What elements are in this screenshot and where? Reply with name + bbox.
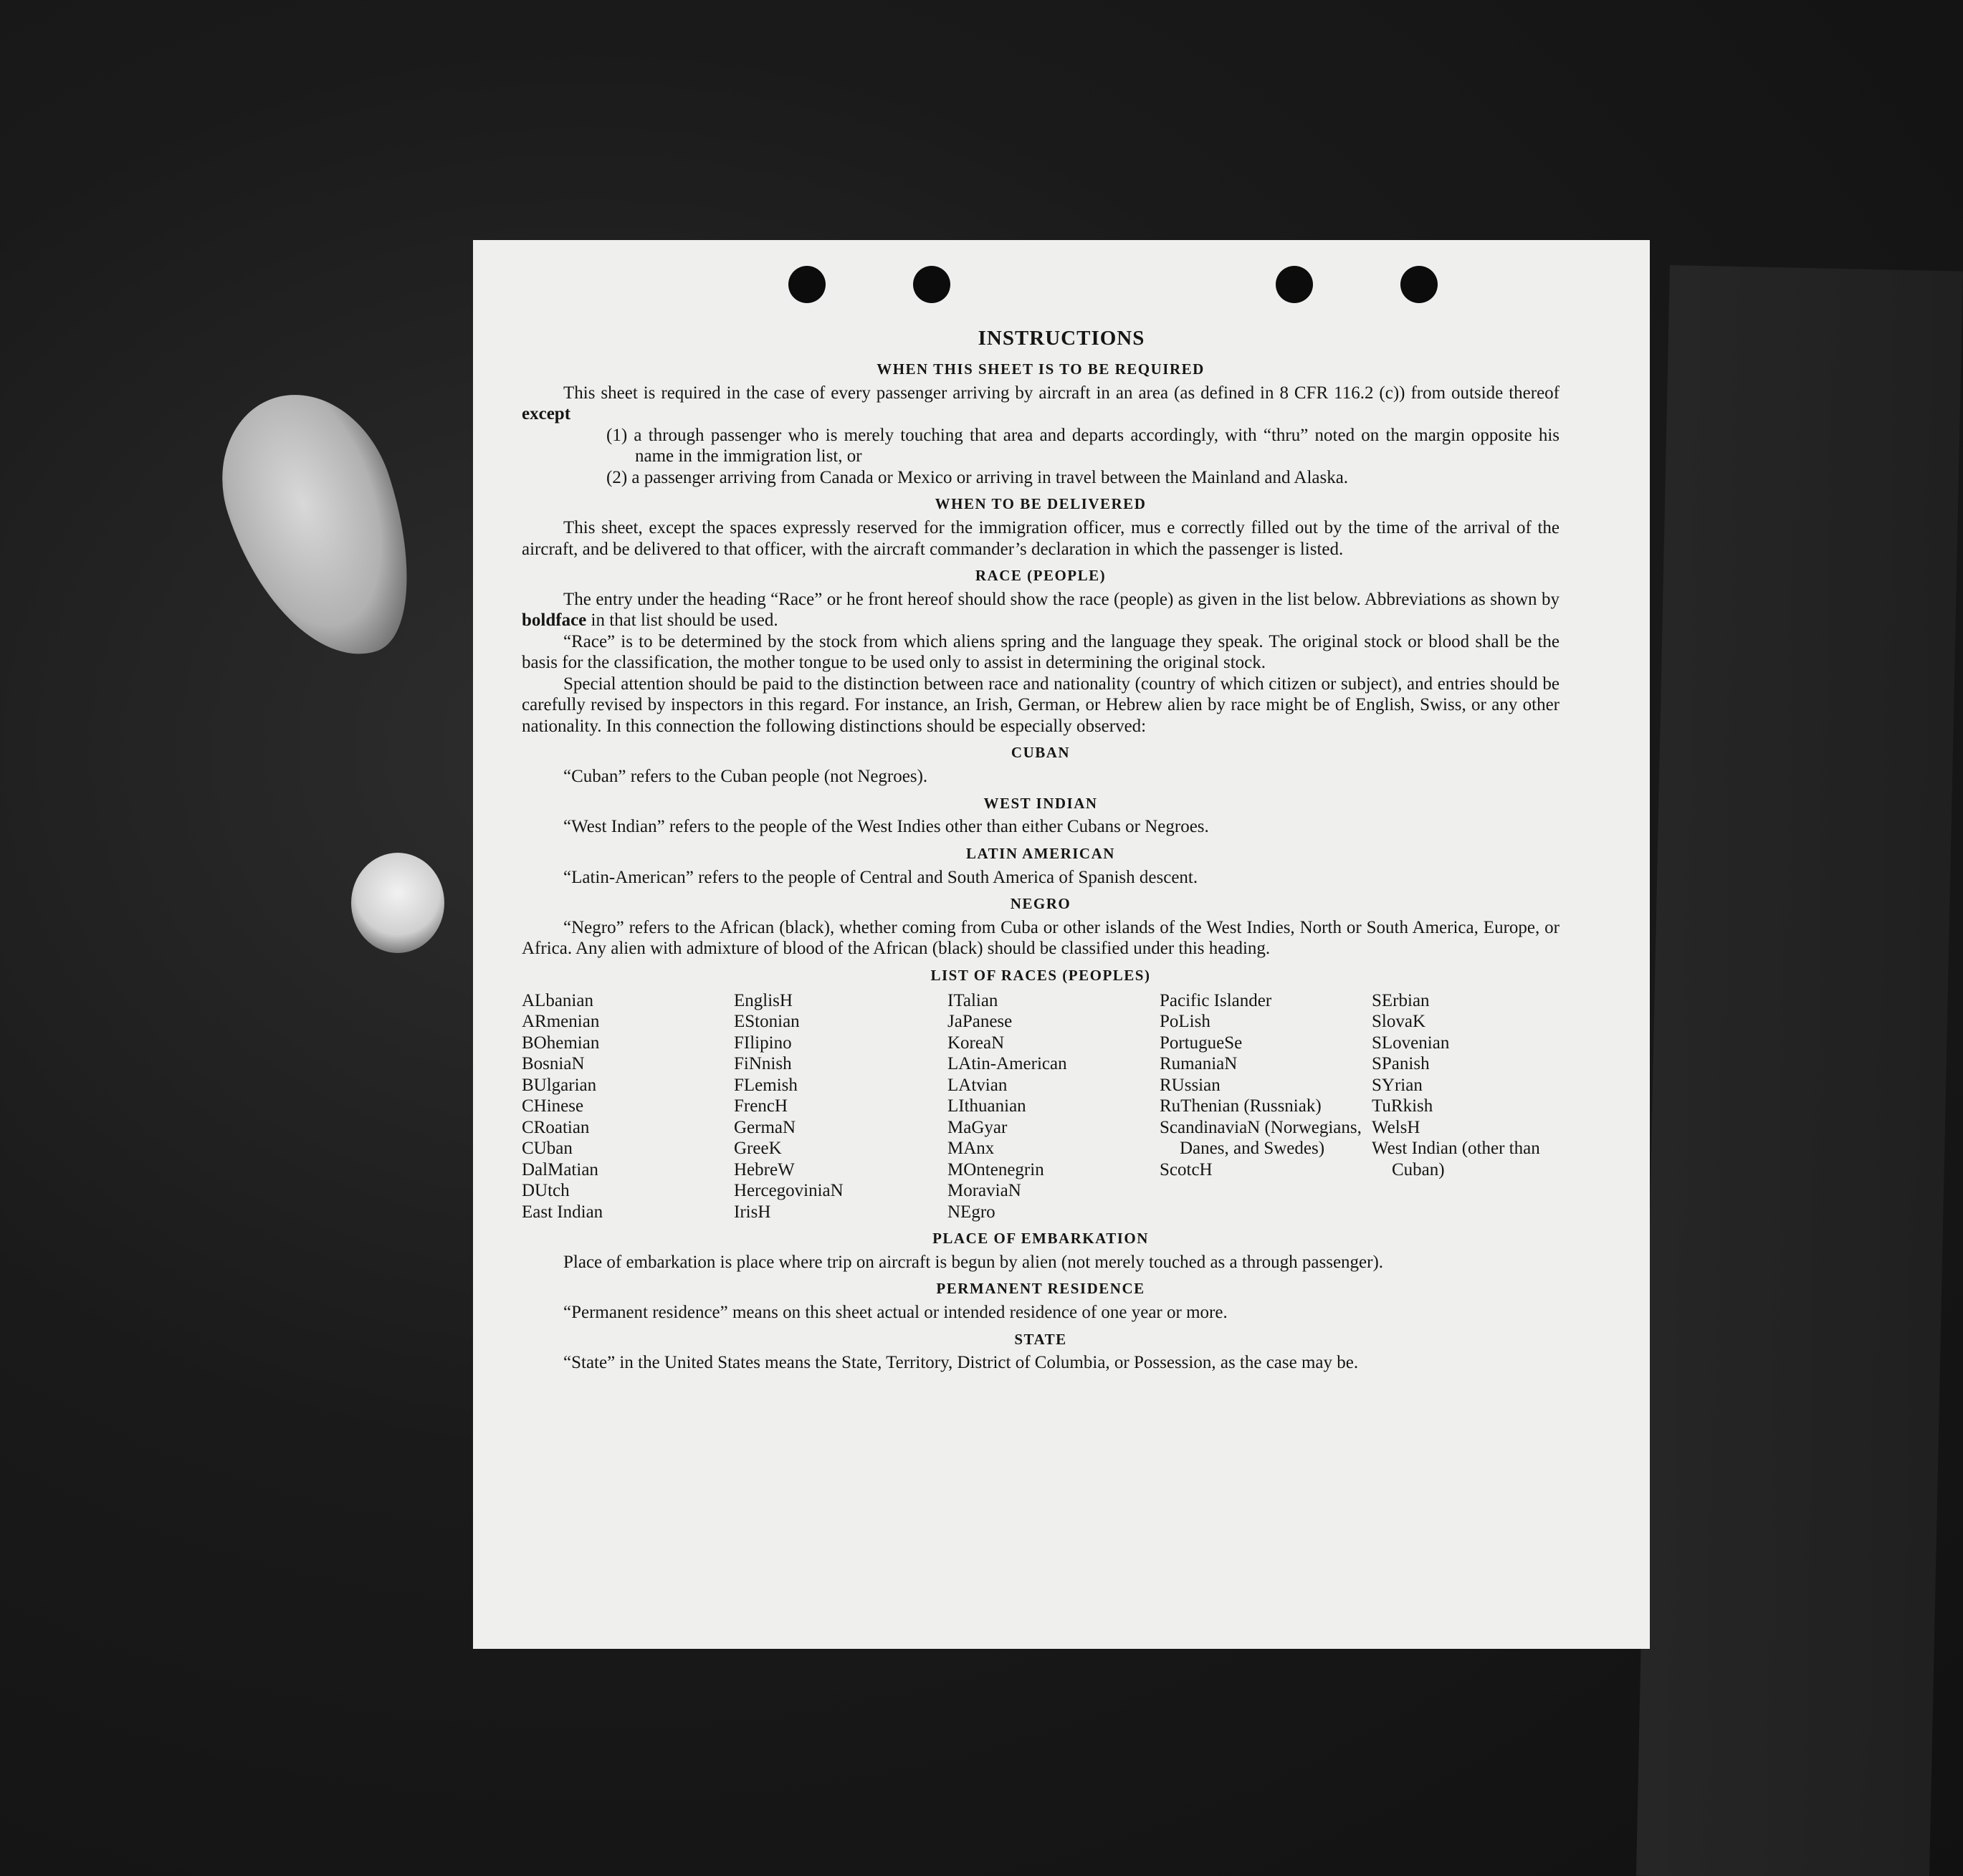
race-item: EStonian (734, 1012, 800, 1032)
race-item: SLovenian (1372, 1033, 1450, 1053)
document-title: INSTRUCTIONS (978, 327, 1145, 350)
race-item: Pacific Islander (1160, 990, 1272, 1010)
race-item: PoLish (1160, 1012, 1210, 1032)
races-column-1 (522, 990, 734, 1223)
race-item: EnglisH (734, 990, 793, 1010)
race-para-2: “Race” is to be determined by the stock from which aliens spring and the language they speak. The original stock or blood shall be the basis for the classification, the mother tongue to be used only to assist in determining the original stock. (522, 631, 1560, 673)
section-heading-state: STATE (1014, 1330, 1067, 1348)
punch-hole (788, 266, 826, 303)
race-item: RUssian (1160, 1075, 1221, 1095)
race-item: ARmenian (522, 1012, 600, 1032)
race-item: ALbanian (522, 990, 593, 1010)
race-item: West Indian (other than Cuban) (1372, 1139, 1540, 1179)
section-heading-residence: PERMANENT RESIDENCE (936, 1280, 1145, 1298)
races-column-4 (1160, 990, 1372, 1223)
punch-hole (913, 266, 950, 303)
when-required-item-2: (2) a passenger arriving from Canada or Mexico or arriving in travel between the Mainland and Alaska. (606, 467, 1349, 487)
section-heading-when-required: WHEN THIS SHEET IS TO BE REQUIRED (877, 360, 1205, 378)
race-item: CRoatian (522, 1117, 590, 1137)
race-item: NEgro (947, 1202, 995, 1222)
race-item: BUlgarian (522, 1075, 597, 1095)
when-required-intro-text: This sheet is required in the case of every passenger arriving by aircraft in an area (as defined in 8 CFR 116.2 (c)) from outside thereof (563, 383, 1560, 403)
race-item: TuRkish (1372, 1096, 1433, 1116)
race-item: PortugueSe (1160, 1033, 1243, 1053)
races-list (522, 990, 1560, 1223)
race-item: SlovaK (1372, 1012, 1425, 1032)
race-para-1-b: in that list should be used. (586, 611, 778, 631)
negro-text: “Negro” refers to the African (black), whether coming from Cuba or other islands of the West Indies, North or South America, Europe, or Africa. Any alien with admixture of blood of the African (black) should be classified under this heading. (522, 917, 1560, 959)
race-para-1-bold: boldface (522, 611, 587, 631)
race-item: SYrian (1372, 1075, 1423, 1095)
races-column-2 (734, 990, 947, 1223)
race-para-1 (522, 589, 1560, 631)
race-item: JaPanese (947, 1012, 1013, 1032)
when-required-item-1: (1) a through passenger who is merely touching that area and departs accordingly, with “thru” noted on the margin opposite his name in the immigration list, or (606, 425, 1560, 466)
race-item: HebreW (734, 1159, 795, 1179)
races-column-3 (947, 990, 1160, 1223)
race-item: GreeK (734, 1139, 782, 1159)
section-heading-embarkation: PLACE OF EMBARKATION (932, 1230, 1149, 1248)
race-item: DUtch (522, 1181, 570, 1201)
section-heading-race: RACE (PEOPLE) (975, 567, 1107, 585)
when-delivered-text: This sheet, except the spaces expressly reserved for the immigration officer, mus e correctly filled out by the time of the arrival of the aircraft, and be delivered to that officer, with the aircraft commander’s declaration in which the passenger is listed. (522, 518, 1560, 559)
punch-hole (1276, 266, 1313, 303)
instruction-sheet (473, 240, 1650, 1649)
race-item: FiNnish (734, 1054, 792, 1074)
section-heading-list-of-races: LIST OF RACES (PEOPLES) (930, 966, 1151, 984)
punch-hole (1400, 266, 1438, 303)
race-item: MaGyar (947, 1117, 1008, 1137)
section-heading-cuban: CUBAN (1011, 744, 1071, 762)
latin-american-text: “Latin-American” refers to the people of Central and South America of Spanish descent. (563, 867, 1198, 887)
race-item: FrencH (734, 1096, 788, 1116)
section-heading-west-indian: WEST INDIAN (983, 794, 1098, 812)
race-item: LIthuanian (947, 1096, 1026, 1116)
race-item: WelsH (1372, 1117, 1420, 1137)
race-item: SPanish (1372, 1054, 1430, 1074)
section-heading-when-delivered: WHEN TO BE DELIVERED (935, 495, 1147, 513)
race-item: ScandinaviaN (Norwegians, Danes, and Swedes) (1160, 1117, 1362, 1159)
film-frame-edge (1636, 265, 1963, 1876)
race-item: MAnx (947, 1139, 995, 1159)
race-item: BosniaN (522, 1054, 585, 1074)
race-item: MOntenegrin (947, 1159, 1044, 1179)
race-item: East Indian (522, 1202, 603, 1222)
race-item: ScotcH (1160, 1159, 1213, 1179)
cuban-text: “Cuban” refers to the Cuban people (not Negroes). (563, 767, 928, 787)
race-item: CUban (522, 1139, 573, 1159)
race-para-1-a: The entry under the heading “Race” or he front hereof should show the race (people) as given in the list below. Abbreviations as shown by (563, 589, 1560, 609)
race-item: KoreaN (947, 1033, 1005, 1053)
state-text: “State” in the United States means the State, Territory, District of Columbia, or Possession, as the case may be. (563, 1353, 1359, 1373)
section-heading-negro: NEGRO (1010, 895, 1071, 913)
race-item: ITalian (947, 990, 998, 1010)
when-required-except: except (522, 404, 571, 424)
race-item: IrisH (734, 1202, 771, 1222)
race-item: RumaniaN (1160, 1054, 1238, 1074)
race-item: LAtin-American (947, 1054, 1067, 1074)
film-damage-spot-small (351, 853, 444, 953)
race-item: HercegoviniaN (734, 1181, 844, 1201)
embarkation-text: Place of embarkation is place where trip on aircraft is begun by alien (not merely touched as a through passenger). (563, 1252, 1384, 1272)
race-item: GermaN (734, 1117, 796, 1137)
race-item: FIlipino (734, 1033, 792, 1053)
race-para-3: Special attention should be paid to the distinction between race and nationality (country of which citizen or subject), and entries should be carefully revised by inspectors in this regard. For instance, an Irish, German, or Hebrew alien by race might be of English, Swiss, or any other nationality. In this connection the following distinctions should be especially observed: (522, 674, 1560, 736)
race-item: SErbian (1372, 990, 1430, 1010)
race-item: DalMatian (522, 1159, 598, 1179)
section-heading-latin-american: LATIN AMERICAN (966, 844, 1115, 862)
race-item: CHinese (522, 1096, 584, 1116)
race-item: RuThenian (Russniak) (1160, 1096, 1322, 1116)
document-body (522, 360, 1560, 1374)
race-item: FLemish (734, 1075, 798, 1095)
west-indian-text: “West Indian” refers to the people of the West Indies other than either Cubans or Negroes. (563, 817, 1209, 837)
when-required-intro (522, 383, 1560, 425)
races-column-5 (1372, 990, 1560, 1223)
race-item: LAtvian (947, 1075, 1008, 1095)
race-item: BOhemian (522, 1033, 600, 1053)
residence-text: “Permanent residence” means on this sheet actual or intended residence of one year or more. (563, 1303, 1228, 1323)
race-item: MoraviaN (947, 1181, 1021, 1201)
